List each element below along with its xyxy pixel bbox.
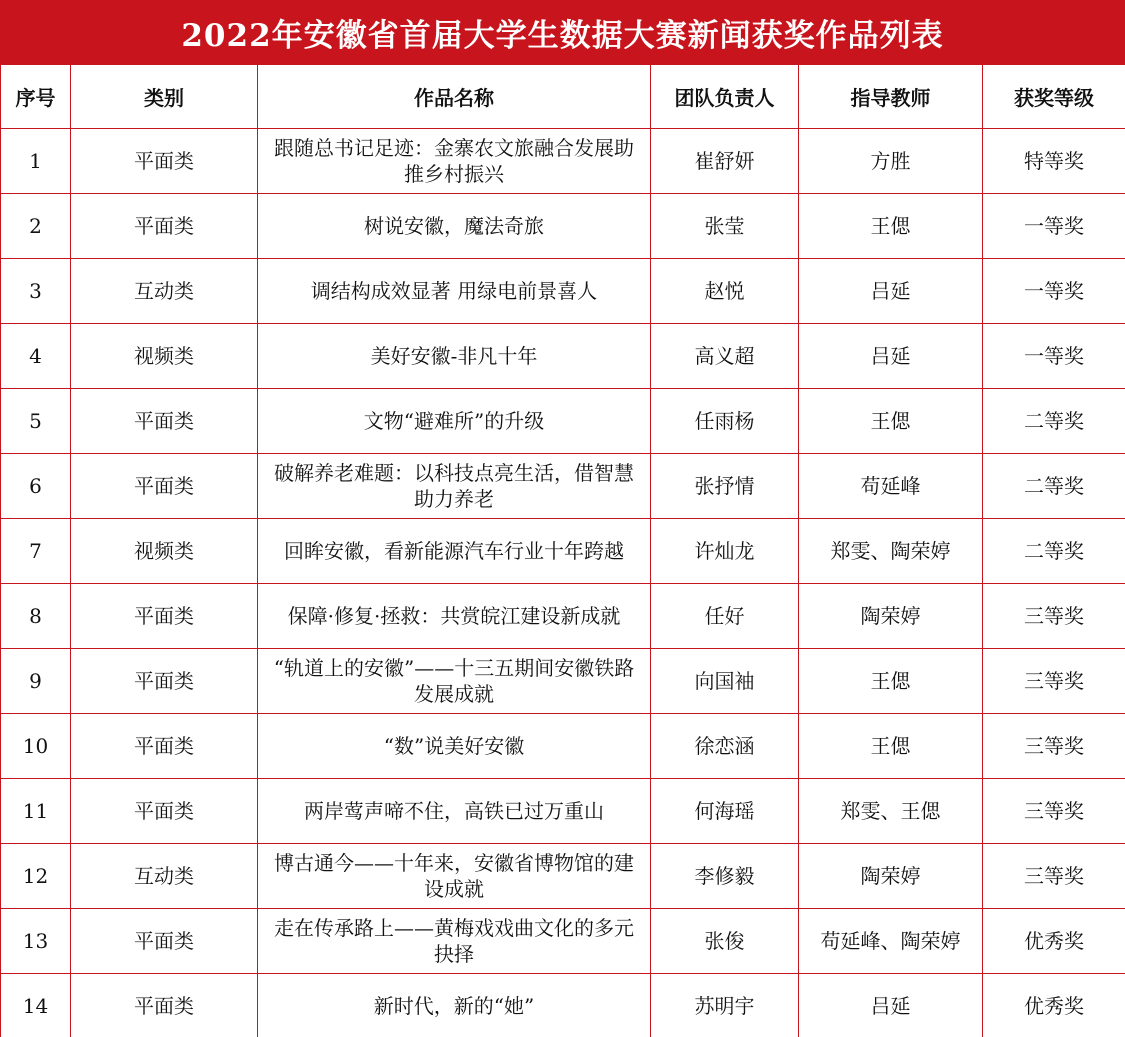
header-award: 获奖等级 [983,65,1125,129]
cell-leader: 何海瑶 [651,779,799,844]
cell-category: 平面类 [71,649,258,714]
table-row [1,714,1125,779]
cell-leader: 任好 [651,584,799,649]
cell-no: 14 [1,974,71,1037]
cell-advisor: 王偲 [799,194,983,259]
cell-no: 7 [1,519,71,584]
cell-advisor: 陶荣婷 [799,584,983,649]
cell-leader: 张俊 [651,909,799,974]
cell-category: 平面类 [71,194,258,259]
cell-no: 6 [1,454,71,519]
award-table [0,64,1125,1037]
cell-leader: 李修毅 [651,844,799,909]
cell-no: 2 [1,194,71,259]
table-row [1,389,1125,454]
cell-no: 4 [1,324,71,389]
cell-award: 三等奖 [983,714,1125,779]
cell-leader: 崔舒妍 [651,129,799,194]
cell-work: 走在传承路上——黄梅戏戏曲文化的多元抉择 [258,909,651,974]
cell-award: 三等奖 [983,779,1125,844]
table-row [1,779,1125,844]
cell-work: 回眸安徽，看新能源汽车行业十年跨越 [258,519,651,584]
cell-award: 优秀奖 [983,909,1125,974]
cell-award: 二等奖 [983,454,1125,519]
cell-award: 三等奖 [983,649,1125,714]
cell-leader: 徐恋涵 [651,714,799,779]
cell-award: 三等奖 [983,844,1125,909]
header-leader: 团队负责人 [651,65,799,129]
cell-award: 优秀奖 [983,974,1125,1037]
cell-category: 互动类 [71,259,258,324]
table-row [1,909,1125,974]
cell-no: 1 [1,129,71,194]
cell-work: 破解养老难题：以科技点亮生活，借智慧助力养老 [258,454,651,519]
cell-leader: 张抒情 [651,454,799,519]
table-row [1,194,1125,259]
cell-award: 二等奖 [983,519,1125,584]
cell-no: 8 [1,584,71,649]
cell-work: 跟随总书记足迹：金寨农文旅融合发展助推乡村振兴 [258,129,651,194]
cell-advisor: 苟延峰 [799,454,983,519]
cell-no: 11 [1,779,71,844]
cell-leader: 许灿龙 [651,519,799,584]
cell-award: 二等奖 [983,389,1125,454]
cell-category: 视频类 [71,324,258,389]
cell-no: 12 [1,844,71,909]
cell-advisor: 郑雯、王偲 [799,779,983,844]
cell-work: “轨道上的安徽”——十三五期间安徽铁路发展成就 [258,649,651,714]
cell-award: 一等奖 [983,194,1125,259]
cell-no: 9 [1,649,71,714]
cell-category: 平面类 [71,584,258,649]
header-advisor: 指导教师 [799,65,983,129]
table-row [1,649,1125,714]
header-category: 类别 [71,65,258,129]
cell-no: 3 [1,259,71,324]
cell-leader: 高义超 [651,324,799,389]
cell-no: 13 [1,909,71,974]
cell-category: 平面类 [71,779,258,844]
cell-category: 平面类 [71,454,258,519]
cell-award: 特等奖 [983,129,1125,194]
cell-category: 平面类 [71,389,258,454]
cell-work: 博古通今——十年来，安徽省博物馆的建设成就 [258,844,651,909]
cell-work: 保障·修复·拯救：共赏皖江建设新成就 [258,584,651,649]
table-row [1,129,1125,194]
cell-advisor: 郑雯、陶荣婷 [799,519,983,584]
cell-work: 调结构成效显著 用绿电前景喜人 [258,259,651,324]
cell-advisor: 王偲 [799,714,983,779]
table-row [1,844,1125,909]
cell-leader: 任雨杨 [651,389,799,454]
cell-work: 文物“避难所”的升级 [258,389,651,454]
cell-no: 5 [1,389,71,454]
cell-advisor: 吕延 [799,974,983,1037]
cell-advisor: 吕延 [799,259,983,324]
cell-award: 一等奖 [983,259,1125,324]
table-row [1,519,1125,584]
table-body [1,129,1125,1037]
cell-leader: 张莹 [651,194,799,259]
cell-advisor: 苟延峰、陶荣婷 [799,909,983,974]
cell-no: 10 [1,714,71,779]
cell-leader: 向国袖 [651,649,799,714]
cell-category: 平面类 [71,909,258,974]
cell-advisor: 王偲 [799,649,983,714]
cell-award: 三等奖 [983,584,1125,649]
cell-advisor: 王偲 [799,389,983,454]
cell-advisor: 陶荣婷 [799,844,983,909]
table-row [1,584,1125,649]
table-row [1,454,1125,519]
cell-leader: 苏明宇 [651,974,799,1037]
cell-category: 视频类 [71,519,258,584]
cell-work: 美好安徽-非凡十年 [258,324,651,389]
cell-advisor: 吕延 [799,324,983,389]
table-row [1,324,1125,389]
cell-category: 平面类 [71,129,258,194]
cell-work: 树说安徽，魔法奇旅 [258,194,651,259]
page-title: 2022年安徽省首届大学生数据大赛新闻获奖作品列表 [0,0,1125,64]
cell-work: 新时代，新的“她” [258,974,651,1037]
cell-work: 两岸莺声啼不住，高铁已过万重山 [258,779,651,844]
cell-category: 互动类 [71,844,258,909]
cell-work: “数”说美好安徽 [258,714,651,779]
table-header-row [1,65,1125,129]
cell-award: 一等奖 [983,324,1125,389]
table-row [1,974,1125,1037]
table-row [1,259,1125,324]
header-work: 作品名称 [258,65,651,129]
cell-category: 平面类 [71,714,258,779]
cell-category: 平面类 [71,974,258,1037]
header-no: 序号 [1,65,71,129]
cell-advisor: 方胜 [799,129,983,194]
cell-leader: 赵悦 [651,259,799,324]
